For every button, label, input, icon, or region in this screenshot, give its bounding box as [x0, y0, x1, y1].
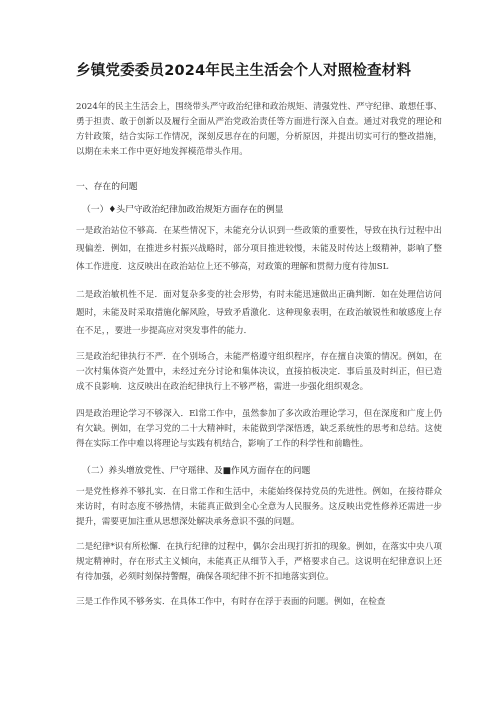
document-title: 乡镇党委委员2024年民主生活会个人对照检查材料	[76, 63, 412, 79]
paragraph-political-stance: 一是政治站位不够高．在某些情况下，未能充分认识到一些政策的重要性，导致在执行过程中出现偏差．例如，在推进乡村振兴战略时，部分项目推进较慢，未能及时传达上级精神，影响了整体工作进度．这反映出在政治站位上还不够高，对政策的理解和贯彻力度有待加SL	[76, 226, 442, 272]
section-heading-problems: 一、存在的问题	[76, 182, 138, 192]
paragraph-work-style: 三是工作作风不够务实．在具体工作中，有时存在浮于表面的问题。例如，在检查	[76, 597, 386, 607]
subsection-heading-party-spirit: （二）养头增放党性、尸守瑶律、及■作风方面存在的问题	[82, 466, 311, 476]
paragraph-discipline-execution: 三是政治纪律执行不严．在个别场合，未能严格遵守组织程序，存在擅自决策的情况。例如，在一次村集体资产处置中，未经过充分讨论和集体决议，直接拍板决定．事后虽及时纠正，但已造成不良影响．这反映出在政治纪律执行上不够严格，需进一步强化组织观念。	[76, 352, 442, 392]
paragraph-discipline-awareness: 二是纪律*识有所松懈．在执行纪律的过程中，偶尔会出现打折扣的现象。例如，在落实中央八项规定精神时，存在形式主义倾向，未能真正从细节入手，严格要求自己。这说明在纪律意识上还有待加强，必须时刻保持警醒，确保各项纪律不折不扣地落实到位。	[76, 542, 442, 582]
subsection-heading-political-discipline: （一）♦头尸守政治纪律加政治规矩方面存在的例显	[82, 205, 284, 215]
paragraph-political-sensitivity: 二是政治敏机性不足．面对复杂多变的社会形势，有时未能迅速做出正确判断．如在处理信访问题时，未能及时采取措施化解风险，导致矛盾激化．这种现象表明，在政治敏锐性和敏感度上存在不足，，要进一步提高应对突发事件的能力．	[76, 290, 442, 336]
intro-paragraph: 2024年的民主生活会上，围绕带头严守政治纪律和政治规矩、清强党性、严守纪律、敢想任事、勇于担责、敢于创新以及履行全面从严治党政治责任等方面进行深入自查。通过对我党的理论和方针政策，结合实际工作情况，深刻反思存在的问题，分析原因，并提出切实可行的整改措施，以期在未来工作中更好地发挥模范带头作用。	[76, 102, 442, 157]
paragraph-theory-study: 四是政治理论学习不够深入．El常工作中，虽然参加了多次政治理论学习，但在深度和广度上仍有欠缺。例如，在学习党的二十大精神时，未能做到学深悟透，缺乏系统性的思考和总结。这使得在实际工作中难以将理论与实践有机结合，影响了工作的科学性和前瞻性。	[76, 409, 442, 449]
paragraph-party-cultivation: 一是党性修养不够扎实．在日常工作和生活中，未能始终保持党员的先进性。例如，在接待群众来访时，有时态度不够热情，未能真正做到全心全意为人民服务。这反映出党性修养还需进一步提升，需要更加注重从思想深处解决承务意识不强的问题。	[76, 487, 442, 527]
